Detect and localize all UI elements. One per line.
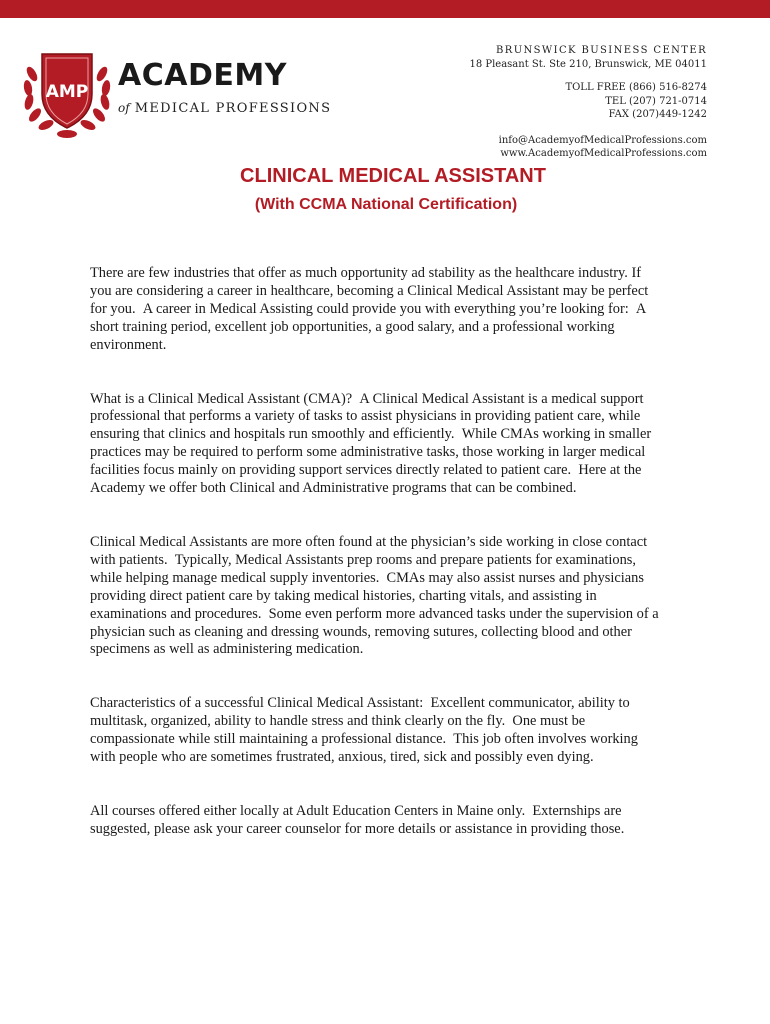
page-subtitle: (With CCMA National Certification) <box>254 196 518 213</box>
email-link[interactable]: info@AcademyofMedicalProfessions.com <box>498 134 707 146</box>
center-name: BRUNSWICK BUSINESS CENTER <box>496 45 707 56</box>
tel-phone: TEL (207) 721-0714 <box>605 95 707 107</box>
paragraph-duties: Clinical Medical Assistants are more often found at the physician’s side working in close contact with patients. Typically, Medical Assistants prep rooms and prepare patients for examinations, while helping manage medical supply inventories. CMAs may also assist nurses and physicians providing direct patient care by taking medical histories, charting vitals, and assisting in examinations and procedures. Some even perform more advanced tasks under the supervision of a physician such as cleaning and dressing wounds, removing sutures, collecting blood and other specimens as well as administering medication. <box>90 533 659 658</box>
address: 18 Pleasant St. Ste 210, Brunswick, ME 04011 <box>469 58 707 70</box>
document-heading <box>0 163 770 216</box>
paragraph-courses: All courses offered either locally at Adult Education Centers in Maine only. Externships are suggested, please ask your career counselor for more details or assistance in providing those. <box>90 802 625 837</box>
brand-tagline-text: MEDICAL PROFESSIONS <box>134 101 332 116</box>
document-body <box>90 265 665 875</box>
academy-logo <box>22 44 332 140</box>
brand-tagline-prefix: of <box>118 101 130 115</box>
toll-free-phone: TOLL FREE (866) 516-8274 <box>565 82 707 93</box>
fax-number: FAX (207)449-1242 <box>608 109 707 120</box>
brand-tagline <box>118 98 331 118</box>
paragraph-what-is-cma: What is a Clinical Medical Assistant (CMA)? A Clinical Medical Assistant is a medical support professional that performs a variety of tasks to assist physicians in providing patient care, while ensuring that clinics and hospitals run smoothly and efficiently. While CMAs working in smaller practices may be required to perform some administrative tasks, those working in larger medical facilities focus mainly on providing support services directly related to patient care. Here at the Academy we offer both Clinical and Administrative programs that can be combined. <box>90 390 652 497</box>
laurel-shield-icon <box>22 44 112 140</box>
paragraph-intro: There are few industries that offer as much opportunity ad stability as the healthcare industry. If you are considering a career in healthcare, becoming a Clinical Medical Assistant may be perfect for you. A career in Medical Assisting could provide you with everything you’re looking for: A short training period, excellent job opportunities, a good salary, and a professional working environment. <box>90 265 649 353</box>
page-title: CLINICAL MEDICAL ASSISTANT <box>240 165 546 187</box>
website-link[interactable]: www.AcademyofMedicalProfessions.com <box>500 148 707 159</box>
contact-block <box>469 44 707 161</box>
logo-initials: AMP <box>45 82 89 102</box>
top-accent-bar <box>0 0 770 18</box>
paragraph-characteristics: Characteristics of a successful Clinical Medical Assistant: Excellent communicator, ability to multitask, organized, ability to handle stress and think clearly on the fly. One must be compassionate while still maintaining a professional distance. This job often involves working with people who are sometimes frustrated, anxious, tired, sick and possibly even dying. <box>90 695 638 766</box>
brand-name: ACADEMY <box>118 58 287 93</box>
